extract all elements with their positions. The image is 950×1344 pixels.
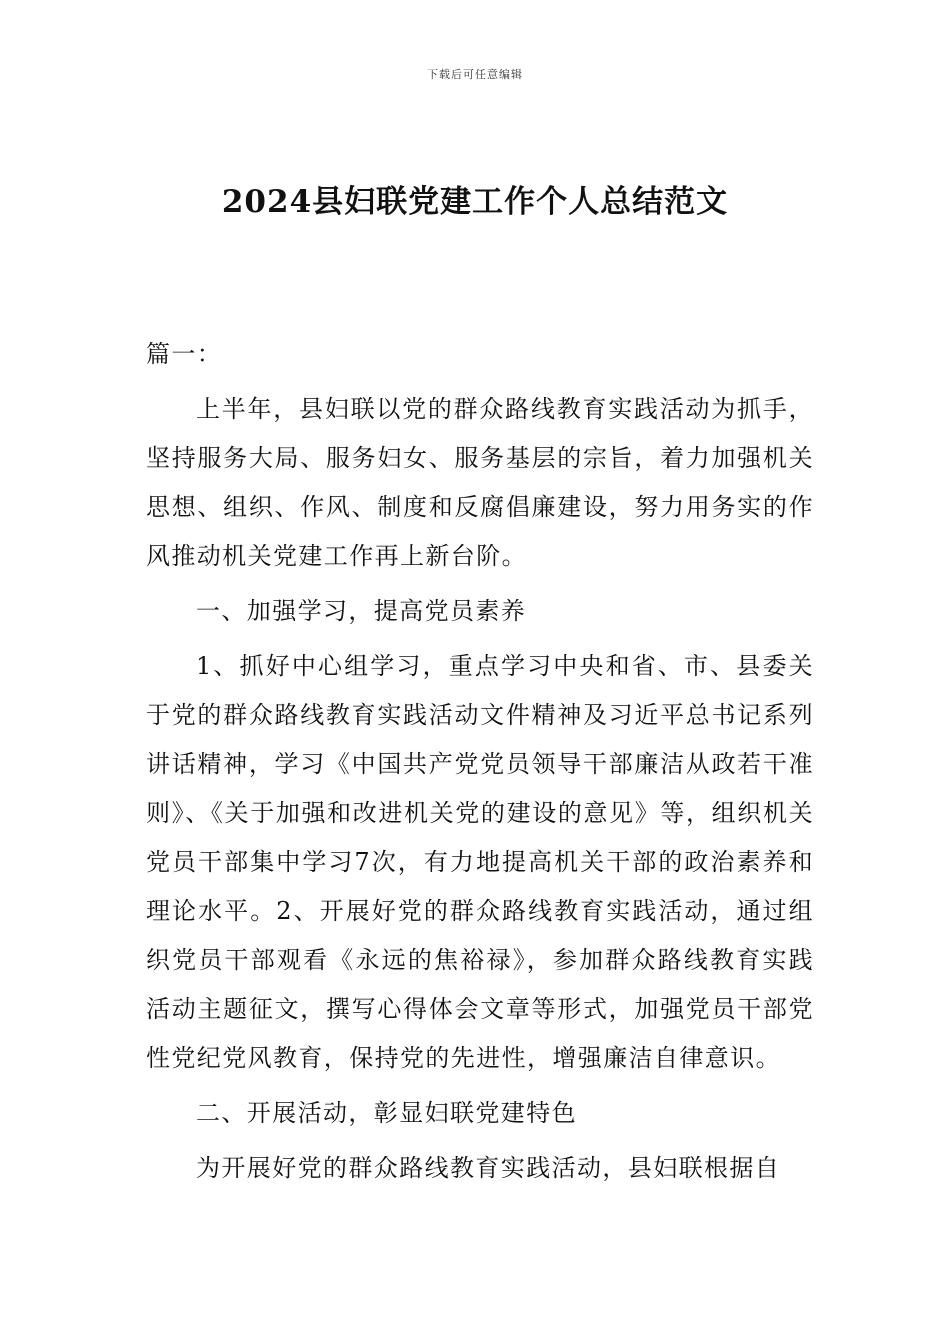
paragraph-activities: 为开展好党的群众路线教育实践活动，县妇联根据自 — [196, 1154, 781, 1182]
header-note: 下载后可任意编辑 — [427, 68, 523, 81]
paragraph-study: 1、抓好中心组学习，重点学习中央和省、市、县委关于党的群众路线教育实践活动文件精神及习近平总书记系列讲话精神，学习《中国共产党党员领导干部廉洁从政若干准则》、《关于加强和改进机关党的建设的意见》等，组织机关党员干部集中学习7次，有力地提高机关干部的政治素养和理论水平。2、开展好党的群众路线教育实践活动，通过组织党员干部观看《永远的焦裕禄》，参加群众路线教育实践活动主题征文，撰写心得体会文章等形式，加强党员干部党性党纪党风教育，保持党的先进性，增强廉洁自律意识。 — [146, 652, 814, 1072]
section-heading-1: 一、加强学习，提高党员素养 — [196, 597, 527, 625]
section-label: 篇一： — [146, 340, 223, 368]
document-title: 2024县妇联党建工作个人总结范文 — [221, 184, 729, 220]
document-body — [146, 330, 814, 1193]
paragraph-intro: 上半年，县妇联以党的群众路线教育实践活动为抓手，坚持服务大局、服务妇女、服务基层的宗旨，着力加强机关思想、组织、作风、制度和反腐倡廉建设，努力用务实的作风推动机关党建工作再上新台阶。 — [146, 395, 814, 570]
section-heading-2: 二、开展活动，彰显妇联党建特色 — [196, 1099, 577, 1127]
